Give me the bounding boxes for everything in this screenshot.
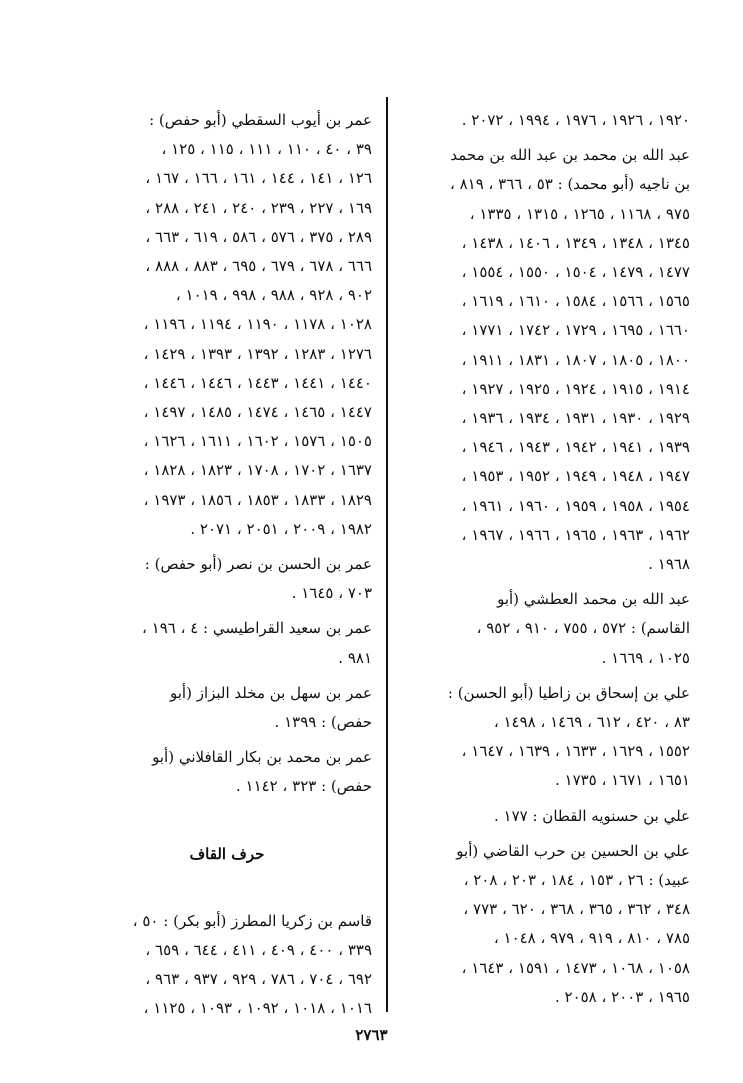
entry-line: ١٦٩ ، ٢٢٧ ، ٢٣٩ ، ٢٤٠ ، ٢٤١ ، ٢٨٨ ،: [145, 198, 372, 217]
entry-line: ١٢٧٦ ، ١٢٨٣ ، ١٣٩٢ ، ١٣٩٣ ، ١٤٢٩ ،: [143, 344, 372, 363]
entry-line: ١٩٨٢ ، ٢٠٠٩ ، ٢٠٥١ ، ٢٠٧١ .: [190, 519, 372, 538]
entry-line: ١٤٤٠ ، ١٤٤١ ، ١٤٤٣ ، ١٤٤٦ ، ١٤٤٦ ،: [143, 373, 372, 392]
index-entry: [400, 802, 690, 831]
index-entry: [82, 907, 372, 1024]
entry-line: ٢٨٩ ، ٣٧٥ ، ٥٧٦ ، ٥٨٦ ، ٦١٩ ، ٦٦٣ ،: [145, 227, 372, 246]
right-column: [400, 106, 690, 1018]
entry-line: بن ناجيه (أبو محمد) : ٥٣ ، ٣٦٦ ، ٨١٩ ،: [450, 175, 690, 194]
entry-line: ١٨٢٩ ، ١٨٣٣ ، ١٨٥٣ ، ١٨٥٦ ، ١٩٧٣ ،: [143, 490, 372, 509]
entry-line: ١٤٧٧ ، ١٤٧٩ ، ١٥٠٤ ، ١٥٥٠ ، ١٥٥٤ ،: [461, 263, 690, 282]
entry-line: القاسم) : ٥٧٢ ، ٧٥٥ ، ٩١٠ ، ٩٥٢ ،: [476, 619, 690, 638]
entry-line: ٣٩ ، ٤٠ ، ١١٠ ، ١١١ ، ١١٥ ، ١٢٥ ،: [161, 140, 372, 159]
entry-line: ١٥٥٢ ، ١٦٢٩ ، ١٦٣٣ ، ١٦٣٩ ، ١٦٤٧ ،: [461, 742, 690, 761]
index-entry: [400, 585, 690, 673]
entry-line: ١٩٦٨ .: [648, 555, 690, 574]
entry-line: ١٠٥٨ ، ١٠٦٨ ، ١٤٧٣ ، ١٥٩١ ، ١٦٤٣ ،: [461, 958, 690, 977]
entry-line: علي بن إسحاق بن زاطيا (أبو الحسن) :: [447, 683, 690, 702]
entry-line: ١٩٢٠ ، ١٩٢٦ ، ١٩٧٦ ، ١٩٩٤ ، ٢٠٧٢ .: [461, 111, 690, 129]
entry-line: عبد الله بن محمد العطشي (أبو: [497, 590, 690, 609]
entry-line: ٦٦٦ ، ٦٧٨ ، ٦٧٩ ، ٦٩٥ ، ٨٨٣ ، ٨٨٨ ،: [145, 257, 372, 276]
entry-line: ١٦٣٧ ، ١٧٠٢ ، ١٧٠٨ ، ١٨٢٣ ، ١٨٢٨ ،: [143, 461, 372, 480]
entry-line: حفص) : ٣٢٣ ، ١١٤٢ .: [235, 777, 372, 796]
entry-line: ١٩٢٩ ، ١٩٣٠ ، ١٩٣١ ، ١٩٣٤ ، ١٩٣٦ ،: [461, 409, 690, 428]
entry-line: ٧٠٣ ، ١٦٤٥ .: [291, 584, 372, 603]
entry-line: ١٢٦ ، ١٤١ ، ١٤٤ ، ١٦١ ، ١٦٦ ، ١٦٧ ،: [145, 169, 372, 188]
entry-line: ٣٤٨ ، ٣٦٢ ، ٣٦٥ ، ٣٦٨ ، ٦٢٠ ، ٧٧٣ ،: [463, 900, 690, 919]
entry-line: ١٠١٦ ، ١٠١٨ ، ١٠٩٢ ، ١٠٩٣ ، ١١٢٥ ،: [143, 999, 372, 1018]
entry-line: ١٩٥٤ ، ١٩٥٨ ، ١٩٥٩ ، ١٩٦٠ ، ١٩٦١ ،: [461, 496, 690, 515]
entry-line: عمر بن محمد بن بكار القافلاني (أبو: [152, 748, 372, 767]
entry-line: عمر بن أيوب السقطي (أبو حفص) :: [149, 111, 372, 129]
index-entry: [400, 106, 690, 135]
entry-line: ٦٩٢ ، ٧٠٤ ، ٧٨٦ ، ٩٢٩ ، ٩٣٧ ، ٩٦٣ ،: [145, 970, 372, 989]
entry-line: ١٩٣٩ ، ١٩٤١ ، ١٩٤٢ ، ١٩٤٣ ، ١٩٤٦ ،: [461, 438, 690, 457]
entry-line: ١٣٤٥ ، ١٣٤٨ ، ١٣٤٩ ، ١٤٠٦ ، ١٤٣٨ ،: [461, 233, 690, 252]
entry-line: ٣٣٩ ، ٤٠٠ ، ٤٠٩ ، ٤١١ ، ٦٤٤ ، ٦٥٩ ،: [145, 941, 372, 960]
index-entry: [400, 837, 690, 1012]
index-entry: [82, 550, 372, 608]
index-entry: [82, 106, 372, 544]
entry-line: ١٩٦٥ ، ٢٠٠٣ ، ٢٠٥٨ .: [554, 987, 690, 1006]
section-heading: حرف القاف: [189, 844, 265, 863]
entry-line: عبد الله بن محمد بن عبد الله بن محمد: [450, 146, 690, 165]
column-divider: [386, 97, 388, 1012]
entry-line: ١٥٠٥ ، ١٥٧٦ ، ١٦٠٢ ، ١٦١١ ، ١٦٢٦ ،: [143, 432, 372, 451]
entry-line: علي بن الحسين بن حرب القاضي (أبو: [456, 841, 690, 860]
entry-line: ١٩٦٢ ، ١٩٦٣ ، ١٩٦٥ ، ١٩٦٦ ، ١٩٦٧ ،: [461, 525, 690, 544]
entry-line: حفص) : ١٣٩٩ .: [274, 713, 372, 732]
entry-line: ٩٧٥ ، ١١٦٨ ، ١٢٦٥ ، ١٣١٥ ، ١٣٣٥ ،: [469, 204, 690, 223]
entry-line: ١٩٤٧ ، ١٩٤٨ ، ١٩٤٩ ، ١٩٥٢ ، ١٩٥٣ ،: [461, 467, 690, 486]
entry-line: عمر بن سعيد القراطيسي : ٤ ، ١٩٦ ،: [142, 619, 372, 638]
entry-line: قاسم بن زكريا المطرز (أبو بكر) : ٥٠ ،: [132, 911, 372, 930]
index-entry: [400, 679, 690, 796]
index-entry: [82, 614, 372, 672]
index-entry: [82, 679, 372, 737]
entry-line: ١٤٤٧ ، ١٤٦٥ ، ١٤٧٤ ، ١٤٨٥ ، ١٤٩٧ ،: [143, 403, 372, 422]
entry-line: ١٩١٤ ، ١٩١٥ ، ١٩٢٤ ، ١٩٢٥ ، ١٩٢٧ ،: [461, 379, 690, 398]
entry-line: ١٦٥١ ، ١٦٧١ ، ١٧٣٥ .: [554, 771, 690, 790]
entry-line: ٩٠٢ ، ٩٢٨ ، ٩٨٨ ، ٩٩٨ ، ١٠١٩ ،: [175, 286, 372, 305]
left-column: [82, 106, 372, 1030]
page-number: ٢٧٦٣: [355, 1026, 388, 1044]
entry-line: عمر بن الحسن بن نصر (أبو حفص) :: [144, 555, 372, 574]
left-column-entries: [82, 106, 372, 802]
entry-line: علي بن حسنويه القطان : ١٧٧ .: [494, 806, 690, 825]
index-entry: [400, 141, 690, 579]
entry-line: ١٨٠٠ ، ١٨٠٥ ، ١٨٠٧ ، ١٨٣١ ، ١٩١١ ،: [461, 350, 690, 369]
index-entry: [82, 743, 372, 801]
entry-line: عبيد) : ٢٦ ، ١٥٣ ، ١٨٤ ، ٢٠٣ ، ٢٠٨ ،: [463, 871, 690, 890]
entry-line: ٩٨١ .: [338, 648, 372, 667]
entry-line: ٨٣ ، ٤٢٠ ، ٦١٢ ، ١٤٦٩ ، ١٤٩٨ ،: [493, 713, 690, 732]
entry-line: ١٠٢٥ ، ١٦٦٩ .: [601, 648, 690, 667]
left-column-entries-after-heading: [82, 907, 372, 1024]
entry-line: ١٦٦٠ ، ١٦٩٥ ، ١٧٢٩ ، ١٧٤٢ ، ١٧٧١ ،: [461, 321, 690, 340]
entry-line: ١٠٢٨ ، ١١٧٨ ، ١١٩٠ ، ١١٩٤ ، ١١٩٦ ،: [143, 315, 372, 334]
entry-line: ٧٨٥ ، ٨١٠ ، ٩١٩ ، ٩٧٩ ، ١٠٤٨ ،: [493, 929, 690, 948]
entry-line: ١٥٦٥ ، ١٥٦٦ ، ١٥٨٤ ، ١٦١٠ ، ١٦١٩ ،: [461, 292, 690, 311]
entry-line: عمر بن سهل بن مخلد البزاز (أبو: [170, 683, 372, 702]
